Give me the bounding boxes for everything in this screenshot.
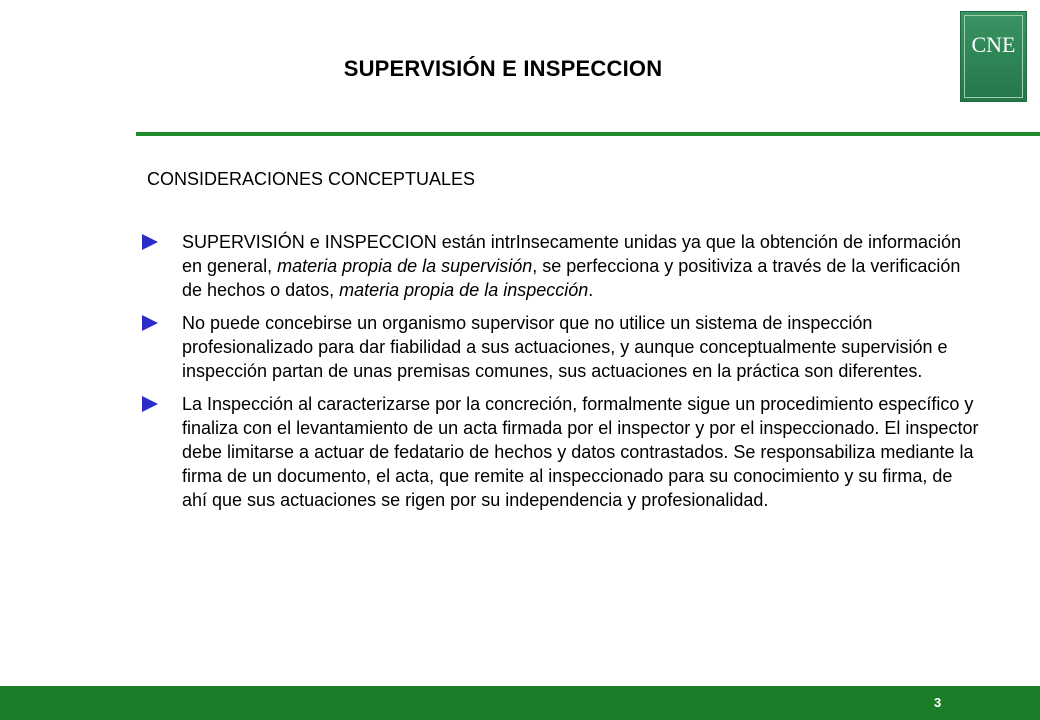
- title-divider: [136, 132, 1040, 136]
- page-title: SUPERVISIÓN E INSPECCION: [343, 56, 663, 81]
- footer-bar: [0, 686, 1040, 720]
- bullet-text: No puede concebirse un organismo supervisor que no utilice un sistema de inspección profesionalizado para dar fiabilidad a sus actuaciones, y aunque conceptualmente supervisión e inspección partan de unas premisas comunes, sus actuaciones en la práctica son diferentes.: [182, 313, 948, 381]
- logo-text: CNE: [971, 32, 1016, 57]
- bullet-text-emphasis: materia propia de la inspección: [339, 280, 589, 300]
- arrow-right-icon: [142, 315, 158, 331]
- page-number: 3: [934, 695, 942, 710]
- bullet-text: [182, 230, 980, 302]
- bullet-item: [140, 311, 980, 383]
- bullet-text-part: , se perfecciona y positiviza a través de la verificación de hechos o datos,: [182, 256, 961, 300]
- bullet-list: [140, 230, 980, 521]
- bullet-item: [140, 230, 980, 302]
- bullet-text-emphasis: materia propia de la supervisión: [277, 256, 533, 276]
- bullet-text: La Inspección al caracterizarse por la concreción, formalmente sigue un procedimiento específico y finaliza con el levantamiento de un acta firmada por el inspector y por el inspeccionado. El inspector debe limitarse a actuar de fedatario de hechos y datos contrastados. Se responsabiliza mediante la firma de un documento, el acta, que remite al inspeccionado para su conocimiento y su firma, de ahí que sus actuaciones se rigen por su independencia y profesionalidad.: [182, 394, 979, 510]
- arrow-right-icon: [142, 234, 158, 250]
- bullet-text-part: .: [588, 280, 594, 300]
- arrow-right-icon: [142, 396, 158, 412]
- bullet-text-part: SUPERVISIÓN e INSPECCION están intrInsecamente unidas ya que la obtención de información en general,: [182, 232, 962, 276]
- cne-logo: [960, 11, 1027, 102]
- section-subtitle: CONSIDERACIONES CONCEPTUALES: [147, 169, 476, 189]
- bullet-item: [140, 392, 980, 512]
